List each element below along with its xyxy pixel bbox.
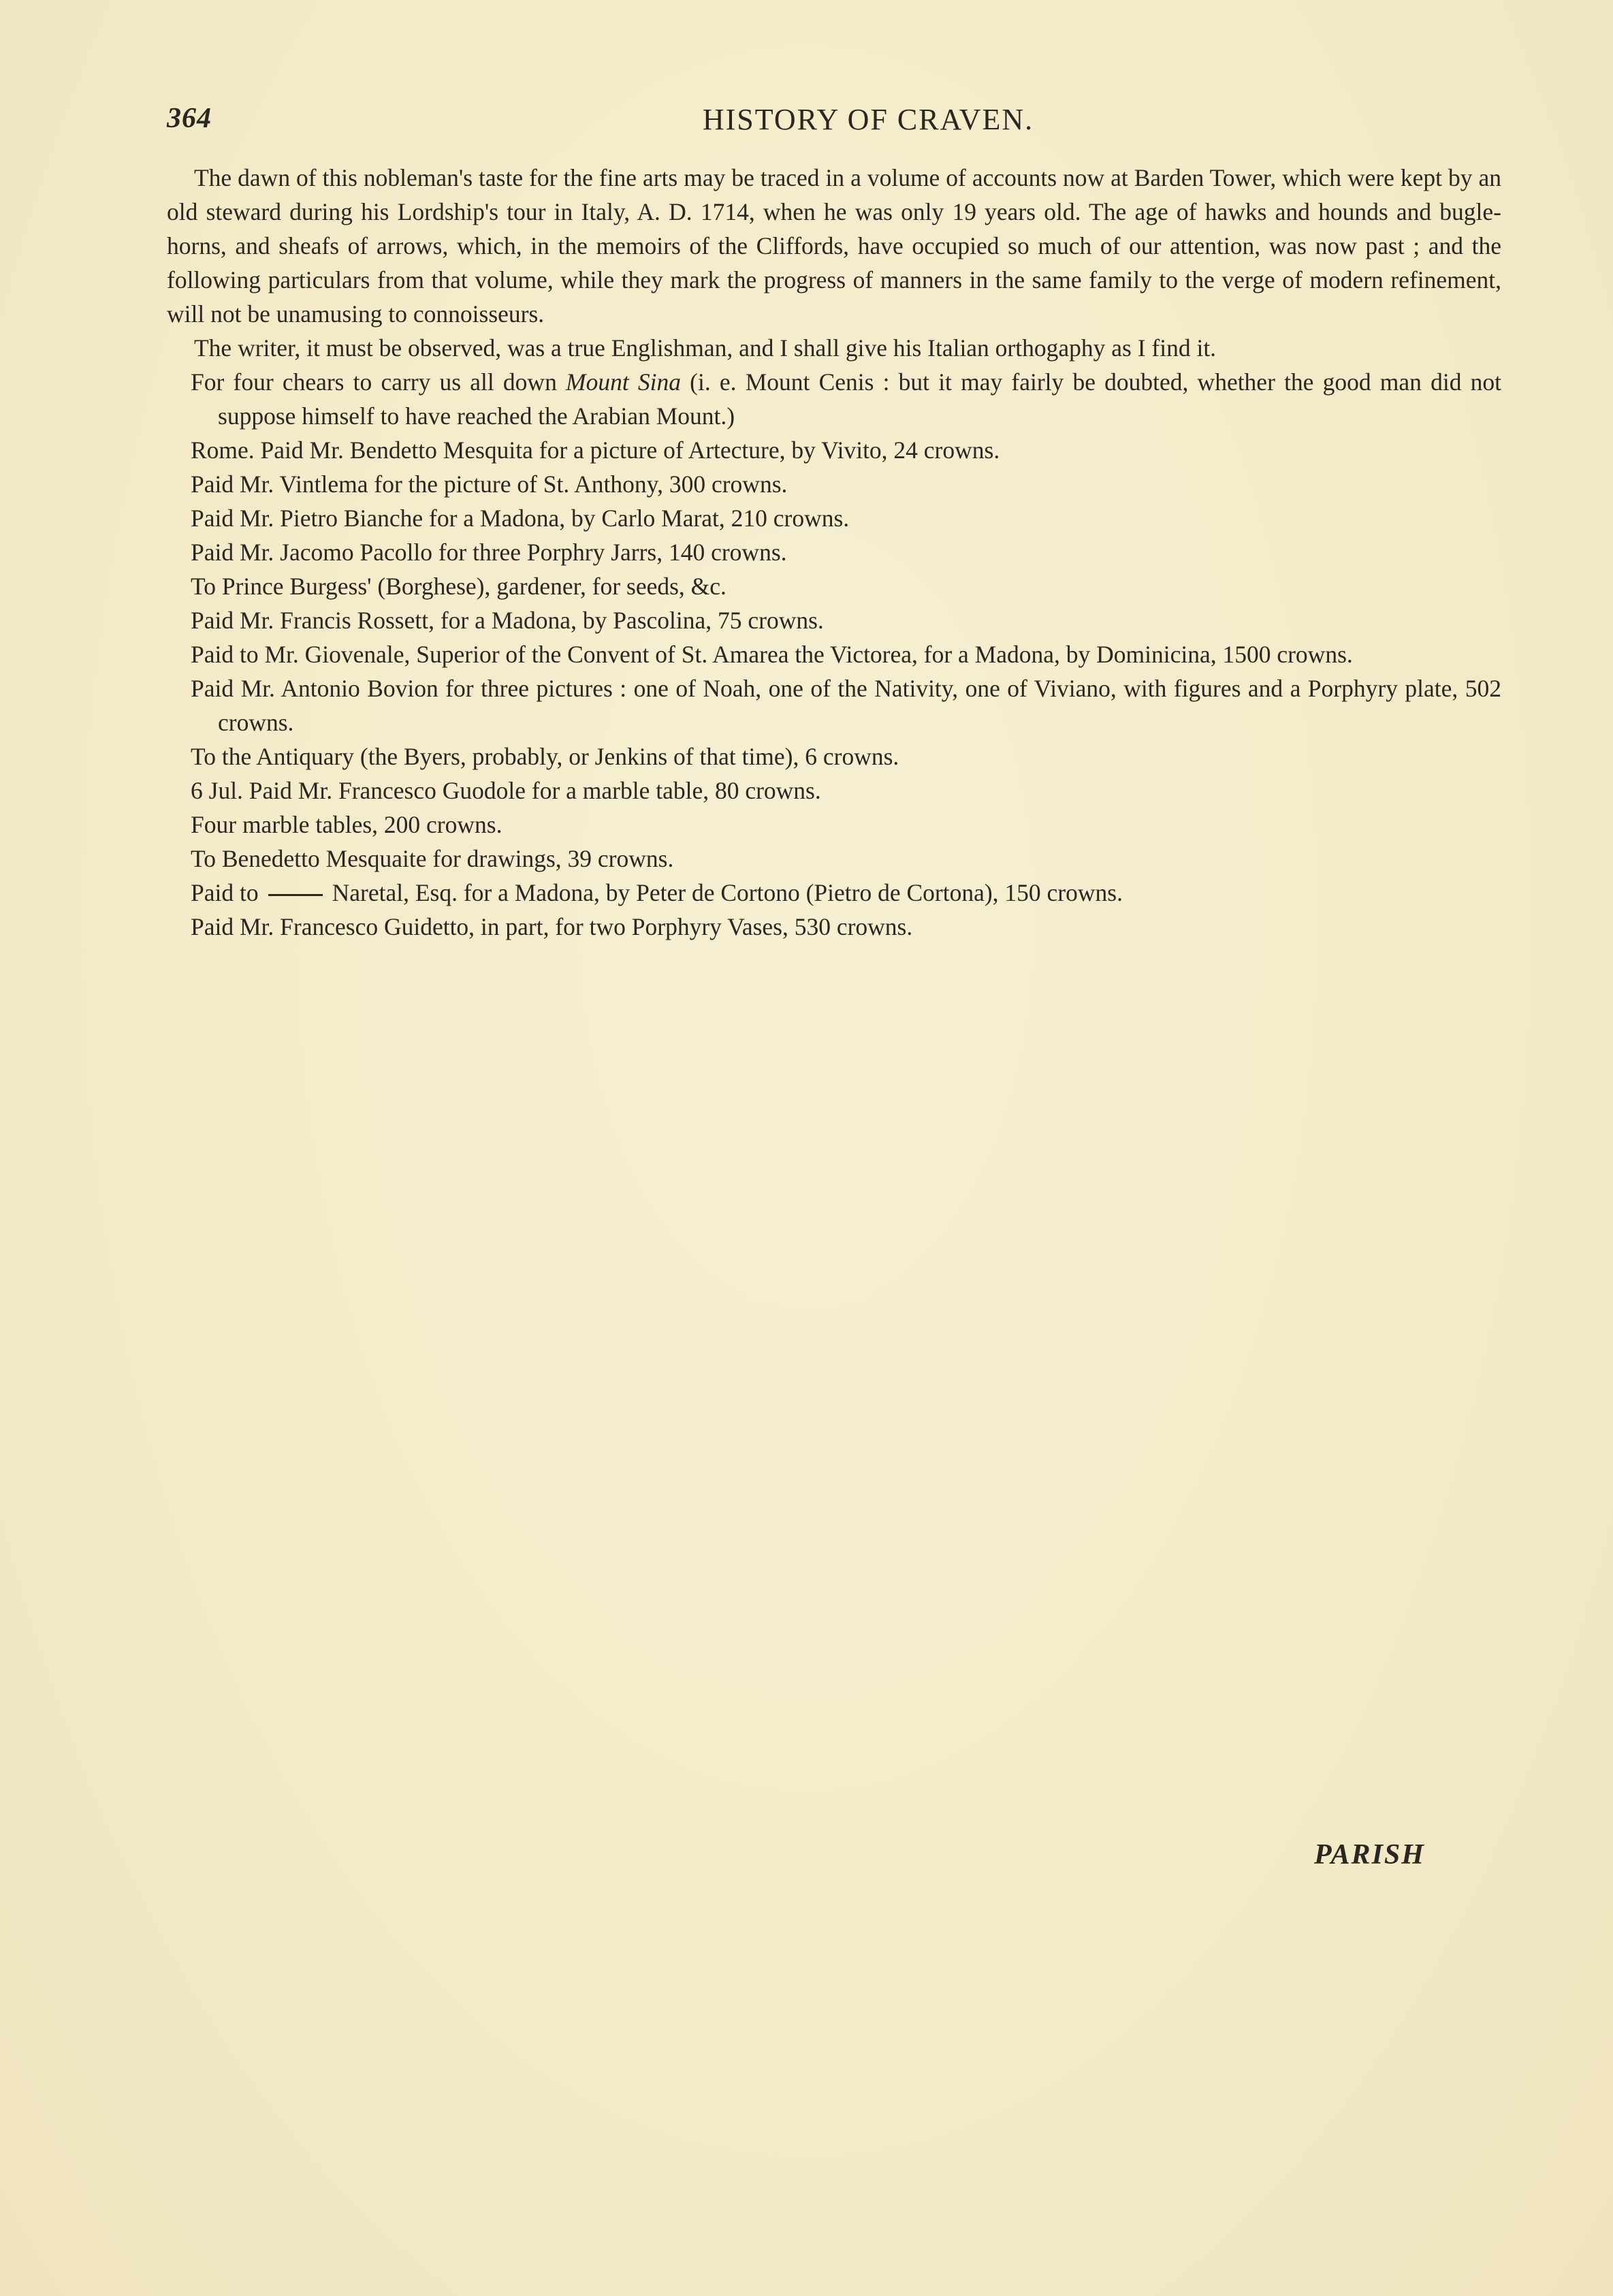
body-text bbox=[167, 161, 1501, 944]
account-entry: To Benedetto Mesquaite for drawings, 39 crowns. bbox=[191, 845, 674, 872]
entry-text: Paid to bbox=[191, 879, 259, 906]
running-title: HISTORY OF CRAVEN. bbox=[702, 103, 1034, 136]
account-entry: Paid Mr. Vintlema for the picture of St. Anthony, 300 crowns. bbox=[191, 471, 788, 498]
account-entry: Paid Mr. Francesco Guidetto, in part, for two Porphyry Vases, 530 crowns. bbox=[191, 913, 913, 940]
account-entry: To Prince Burgess' (Borghese), gardener, for seeds, &c. bbox=[191, 573, 726, 600]
account-entry: Paid to Mr. Giovenale, Superior of the Convent of St. Amarea the Victorea, for a Madona, by Dominicina, 1500 crowns. bbox=[191, 641, 1353, 668]
account-entry: Paid Mr. Jacomo Pacollo for three Porphry Jarrs, 140 crowns. bbox=[191, 539, 787, 566]
catchword: PARISH bbox=[1314, 1839, 1425, 1870]
paragraph: The writer, it must be observed, was a true Englishman, and I shall give his Italian orthogaphy as I find it. bbox=[194, 334, 1217, 362]
paragraph: The dawn of this nobleman's taste for the fine arts may be traced in a volume of accounts now at Barden Tower, which were kept by an old steward during his Lordship's tour in Italy, A. D. 1714, when he was only 19 years old. The age of hawks and hounds and bugle-horns, and sheafs of arrows, which, in the memoirs of the Cliffords, have occupied so much of our attention, was now past ; and the following particulars from that volume, while they mark the progress of manners in the same family to the verge of modern refinement, will not be unamusing to connoisseurs. bbox=[167, 164, 1501, 328]
account-entries bbox=[167, 365, 1501, 944]
account-entry: To the Antiquary (the Byers, probably, or Jenkins of that time), 6 crowns. bbox=[191, 743, 899, 770]
entry-text: For four chears to carry us all down bbox=[191, 368, 566, 396]
account-entry: Paid Mr. Pietro Bianche for a Madona, by Carlo Marat, 210 crowns. bbox=[191, 505, 850, 532]
account-entry: Paid Mr. Antonio Bovion for three pictures : one of Noah, one of the Nativity, one of Viviano, with figures and a Porphyry plate, 502 crowns. bbox=[191, 675, 1501, 736]
account-entry: Rome. Paid Mr. Bendetto Mesquita for a picture of Artecture, by Vivito, 24 crowns. bbox=[191, 436, 1000, 464]
page-number: 364 bbox=[167, 103, 212, 134]
account-entry bbox=[167, 365, 1501, 433]
entry-text: Naretal, Esq. for a Madona, by Peter de Cortono (Pietro de Cortona), 150 crowns. bbox=[332, 879, 1123, 906]
account-entry: 6 Jul. Paid Mr. Francesco Guodole for a marble table, 80 crowns. bbox=[191, 777, 821, 804]
account-entry bbox=[167, 876, 1501, 910]
page-header bbox=[167, 102, 1515, 143]
account-entry: Four marble tables, 200 crowns. bbox=[191, 811, 502, 838]
blank-name-dash bbox=[268, 894, 323, 896]
account-entry: Paid Mr. Francis Rossett, for a Madona, by Pascolina, 75 crowns. bbox=[191, 607, 824, 634]
entry-italic-text: Mount Sina bbox=[566, 368, 681, 396]
entry-text: (i. e. Mount Cenis : but it may fairly be doubted, whether the good man did not suppose himself to have reached the Arabian Mount.) bbox=[218, 368, 1501, 430]
